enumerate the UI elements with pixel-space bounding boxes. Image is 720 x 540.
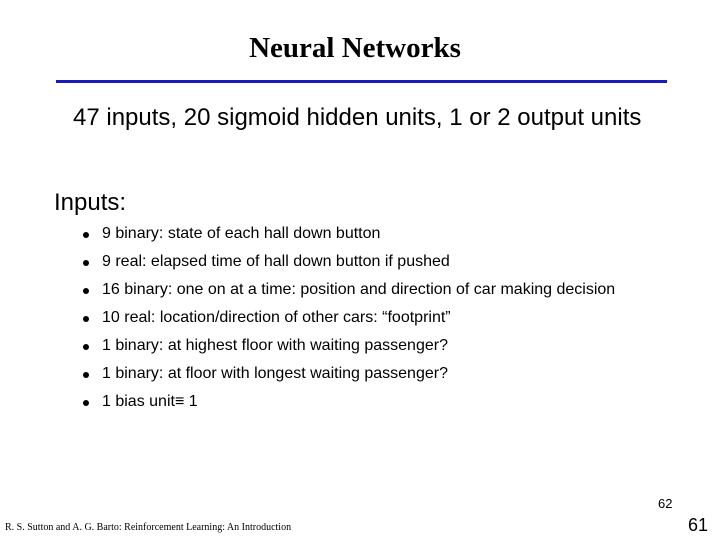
- bullet-icon: [83, 316, 89, 322]
- bullet-icon: [83, 372, 89, 378]
- page-number: 61: [688, 515, 709, 535]
- title-underline: [56, 80, 667, 83]
- list-item-text: 1 binary: at floor with longest waiting passenger?: [102, 365, 448, 382]
- list-item: [80, 253, 680, 271]
- list-item-text: 9 binary: state of each hall down button: [102, 225, 381, 242]
- list-item: [80, 281, 680, 299]
- list-item: [80, 225, 680, 243]
- bullet-icon: [83, 344, 89, 350]
- inputs-heading: Inputs:: [54, 189, 127, 216]
- footer-citation: R. S. Sutton and A. G. Barto: Reinforcement Learning: An Introduction: [5, 522, 292, 533]
- list-item-text: 9 real: elapsed time of hall down button if pushed: [102, 253, 450, 270]
- bullet-icon: [83, 260, 89, 266]
- bullet-icon: [83, 400, 89, 406]
- list-item-text: 16 binary: one on at a time: position and direction of car making decision: [102, 281, 616, 298]
- list-item-text: 1 bias unit≡ 1: [102, 393, 198, 410]
- bullet-icon: [83, 232, 89, 238]
- list-item: [80, 365, 680, 383]
- inputs-list: [80, 225, 680, 421]
- list-item: [80, 337, 680, 355]
- list-item: [80, 393, 680, 411]
- bullet-icon: [83, 288, 89, 294]
- list-item-text: 1 binary: at highest floor with waiting passenger?: [102, 337, 448, 354]
- slide-number: 62: [658, 496, 673, 511]
- network-summary: 47 inputs, 20 sigmoid hidden units, 1 or 2 output units: [73, 104, 642, 131]
- list-item-text: 10 real: location/direction of other cars: “footprint”: [102, 309, 451, 326]
- list-item: [80, 309, 680, 327]
- slide-title: Neural Networks: [249, 32, 461, 64]
